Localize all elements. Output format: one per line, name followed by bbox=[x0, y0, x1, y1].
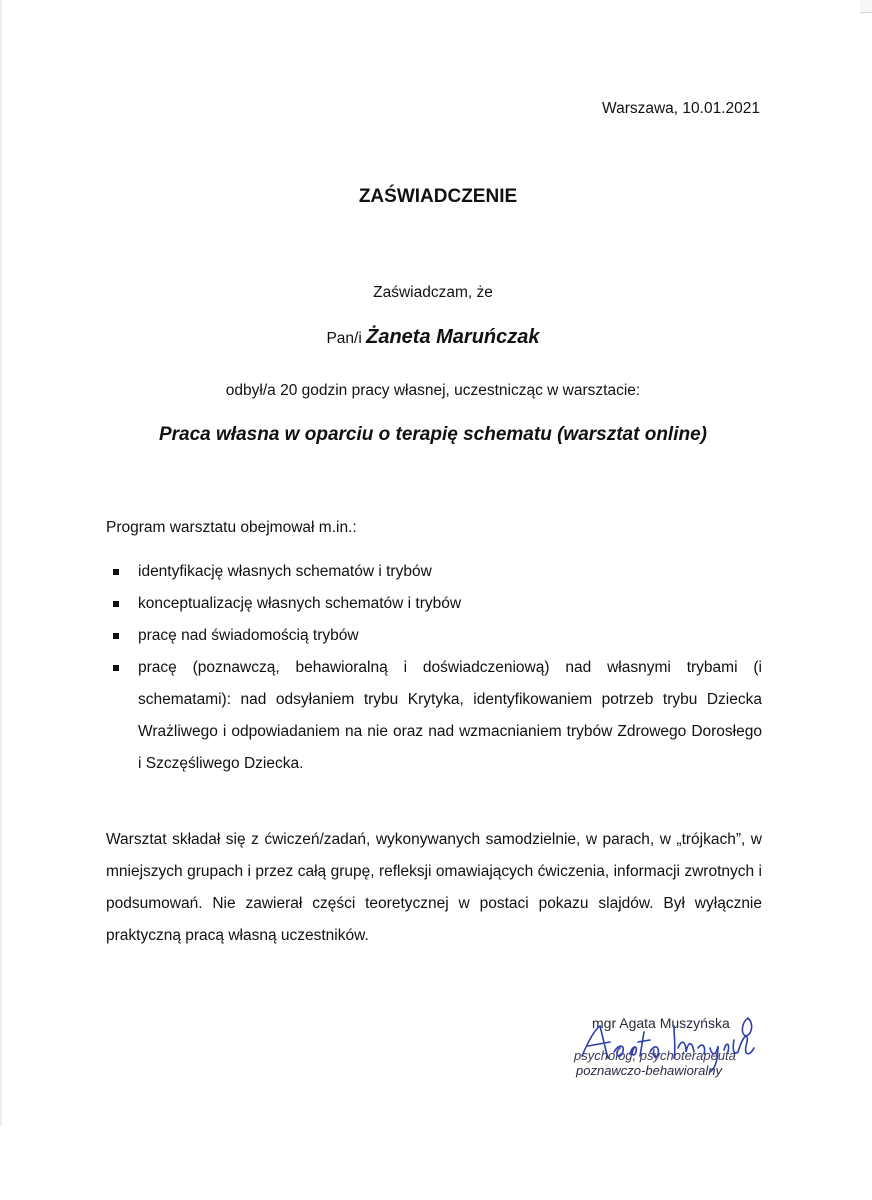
square-bullet-icon bbox=[113, 665, 119, 671]
program-item bbox=[106, 588, 762, 620]
square-bullet-icon bbox=[113, 569, 119, 575]
program-item-text: identyfikację własnych schematów i trybów bbox=[138, 563, 432, 580]
page-corner bbox=[860, 0, 872, 13]
person-line bbox=[2, 327, 864, 349]
workshop-title: Praca własna w oparciu o terapię schematu (warsztat online) bbox=[158, 424, 707, 445]
square-bullet-icon bbox=[113, 633, 119, 639]
place-date: Warszawa, 10.01.2021 bbox=[602, 100, 760, 117]
certify-line: Zaświadczam, że bbox=[373, 284, 493, 301]
program-item-text: konceptualizację własnych schematów i trybów bbox=[138, 595, 462, 612]
program-intro: Program warsztatu obejmował m.in.: bbox=[106, 519, 357, 536]
signature-stamp bbox=[574, 1012, 774, 1082]
square-bullet-icon bbox=[113, 601, 119, 607]
program-item bbox=[106, 556, 762, 588]
program-item-text: pracę nad świadomością trybów bbox=[138, 627, 359, 644]
workshop-description: Warsztat składał się z ćwiczeń/zadań, wykonywanych samodzielnie, w parach, w „trójkach”, w mniejszych grupach i przez całą grupę, refleksji omawiających ćwiczenia, informacji zwrotnych i podsumowań. Nie zawierał części teoretycznej w postaci pokazu slajdów. Był wyłącznie praktyczną pracą własną uczestników. bbox=[106, 831, 762, 944]
person-prefix: Pan/i bbox=[326, 330, 362, 347]
person-name: Żaneta Maruńczak bbox=[366, 326, 540, 348]
hours-line: odbył/a 20 godzin pracy własnej, uczestnicząc w warsztacie: bbox=[225, 382, 641, 399]
stamp-role-line2: poznawczo-behawioralny bbox=[576, 1063, 722, 1078]
document-title: ZAŚWIADCZENIE bbox=[358, 186, 518, 207]
program-item bbox=[106, 620, 762, 652]
stamp-role-line1: psycholog, psychoterapeuta bbox=[574, 1048, 736, 1063]
program-item bbox=[106, 652, 762, 780]
stamp-name: mgr Agata Muszyńska bbox=[592, 1015, 730, 1031]
program-list bbox=[106, 556, 762, 780]
handwritten-signature-icon bbox=[574, 1012, 774, 1082]
program-item-text: pracę (poznawczą, behawioralną i doświadczeniową) nad własnymi trybami (i schematami): nad odsyłaniem trybu Krytyka, identyfikowaniem potrzeb trybu Dziecka Wrażliwego i odpowiadaniem na nie oraz nad wzmacnianiem trybów Zdrowego Dorosłego i Szczęśliwego Dziecka. bbox=[138, 659, 762, 772]
